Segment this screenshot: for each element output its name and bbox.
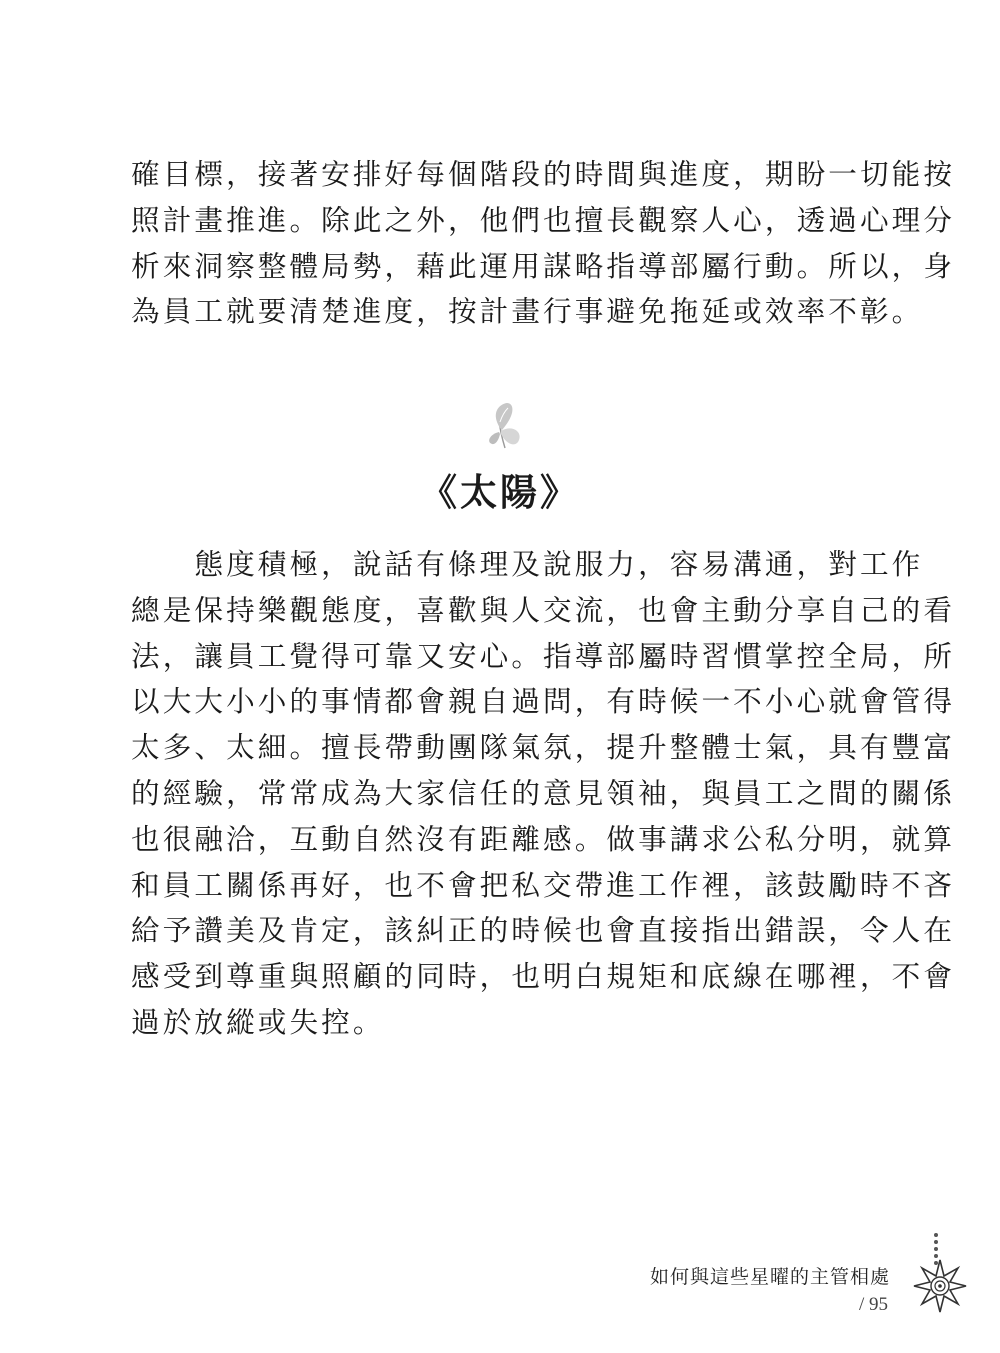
page-number: / 95	[858, 1294, 888, 1315]
section-heading: 《太陽》	[420, 470, 580, 514]
running-title: 如何與這些星曜的主管相處	[649, 1267, 890, 1288]
text-line: 析來洞察整體局勢，藉此運用謀略指導部屬行動。所以，身	[131, 248, 956, 283]
text-line: 總是保持樂觀態度，喜歡與人交流，也會主動分享自己的看	[131, 592, 956, 627]
butterfly-icon	[480, 402, 530, 452]
text-line: 感受到尊重與照顧的同時，也明白規矩和底線在哪裡，不會	[131, 959, 956, 994]
text-line: 態度積極，說話有條理及說服力，容易溝通，對工作	[131, 547, 924, 581]
text-line: 為員工就要清楚進度，按計畫行事避免拖延或效率不彰。	[131, 294, 924, 329]
text-line: 法，讓員工覺得可靠又安心。指導部屬時習慣掌控全局，所	[131, 638, 956, 673]
text-line: 確目標，接著安排好每個階段的時間與進度，期盼一切能按	[131, 157, 956, 191]
text-line: 和員工關係再好，也不會把私交帶進工作裡，該鼓勵時不吝	[131, 867, 956, 902]
top-paragraph	[131, 152, 956, 335]
text-line: 以大大小小的事情都會親自過問，有時候一不小心就會管得	[131, 684, 956, 719]
text-line: 也很融洽，互動自然沒有距離感。做事講求公私分明，就算	[131, 821, 956, 856]
star-ornament-icon	[912, 1258, 968, 1314]
text-line: 給予讚美及肯定，該糾正的時候也會直接指出錯誤，令人在	[131, 913, 956, 948]
text-line: 的經驗，常常成為大家信任的意見領袖，與員工之間的關係	[131, 775, 956, 810]
text-line: 太多、太細。擅長帶動團隊氣氛，提升整體士氣，具有豐富	[131, 730, 956, 765]
text-line: 過於放縱或失控。	[131, 1004, 385, 1039]
section-paragraph	[131, 542, 956, 1046]
text-line: 照計畫推進。除此之外，他們也擅長觀察人心，透過心理分	[131, 202, 956, 237]
